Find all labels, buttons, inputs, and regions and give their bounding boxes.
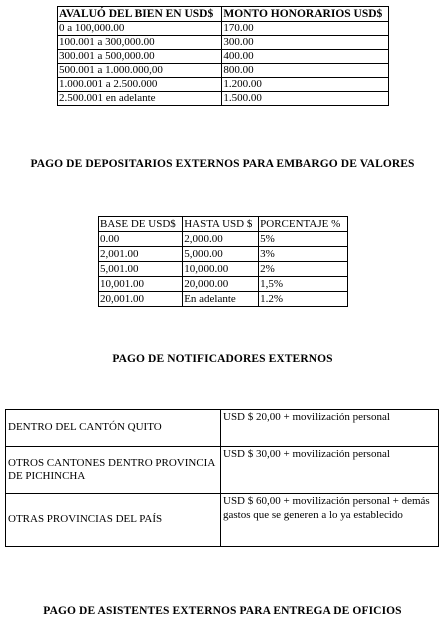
column-header: BASE DE USD$ (99, 217, 183, 232)
valuation-fees-table (57, 6, 389, 106)
column-header: HASTA USD $ (183, 217, 259, 232)
table-cell: 3% (259, 247, 348, 262)
table-cell: 0.00 (99, 232, 183, 247)
table-cell: 2,000.00 (183, 232, 259, 247)
table-row (58, 22, 389, 36)
table-cell: 800.00 (222, 64, 389, 78)
table-cell: 5% (259, 232, 348, 247)
table-row (6, 494, 439, 547)
table-cell: 2,001.00 (99, 247, 183, 262)
table-cell: En adelante (183, 292, 259, 307)
table-cell: 300.00 (222, 36, 389, 50)
table-cell: 20,000.00 (183, 277, 259, 292)
column-header: AVALUÓ DEL BIEN EN USD$ (58, 7, 222, 22)
table-row (58, 64, 389, 78)
table-cell: 5,000.00 (183, 247, 259, 262)
table-cell: 20,001.00 (99, 292, 183, 307)
table-cell: 1,5% (259, 277, 348, 292)
table-cell: 2.500.001 en adelante (58, 92, 222, 106)
table-row (99, 277, 348, 292)
table-row (6, 410, 439, 447)
table-cell: USD $ 60,00 + movilización personal + demás gastos que se generen a lo ya establecido (221, 494, 439, 547)
table-cell: 10,001.00 (99, 277, 183, 292)
section-heading-notificadores: PAGO DE NOTIFICADORES EXTERNOS (112, 353, 333, 365)
section-heading-depositarios: PAGO DE DEPOSITARIOS EXTERNOS PARA EMBARGO DE VALORES (30, 158, 415, 170)
table-cell: DENTRO DEL CANTÓN QUITO (6, 410, 221, 447)
table-row (58, 78, 389, 92)
column-header: MONTO HONORARIOS USD$ (222, 7, 389, 22)
column-header: PORCENTAJE % (259, 217, 348, 232)
table-cell: OTROS CANTONES DENTRO PROVINCIA DE PICHINCHA (6, 447, 221, 494)
table-cell: 1.200.00 (222, 78, 389, 92)
table-row (99, 247, 348, 262)
table-row (58, 36, 389, 50)
section-heading-asistentes: PAGO DE ASISTENTES EXTERNOS PARA ENTREGA DE OFICIOS (43, 605, 402, 617)
table-cell: 300.001 a 500,000.00 (58, 50, 222, 64)
table-header-row (99, 217, 348, 232)
table-cell: 1.500.00 (222, 92, 389, 106)
table-cell: 500.001 a 1.000.000,00 (58, 64, 222, 78)
table-cell: 0 a 100,000.00 (58, 22, 222, 36)
table-cell: 1.000.001 a 2.500.000 (58, 78, 222, 92)
table-row (99, 262, 348, 277)
notificadores-table (5, 409, 439, 547)
table-cell: 5,001.00 (99, 262, 183, 277)
table-cell: 400.00 (222, 50, 389, 64)
table-cell: OTRAS PROVINCIAS DEL PAÍS (6, 494, 221, 547)
table-cell: 10,000.00 (183, 262, 259, 277)
table-row (99, 292, 348, 307)
table-cell: USD $ 20,00 + movilización personal (221, 410, 439, 447)
table-cell: USD $ 30,00 + movilización personal (221, 447, 439, 494)
table-row (58, 92, 389, 106)
table-row (58, 50, 389, 64)
table-row (99, 232, 348, 247)
table-header-row (58, 7, 389, 22)
depositarios-table (98, 216, 348, 307)
table-cell: 2% (259, 262, 348, 277)
table-cell: 170.00 (222, 22, 389, 36)
table-cell: 100.001 a 300,000.00 (58, 36, 222, 50)
table-row (6, 447, 439, 494)
table-cell: 1.2% (259, 292, 348, 307)
